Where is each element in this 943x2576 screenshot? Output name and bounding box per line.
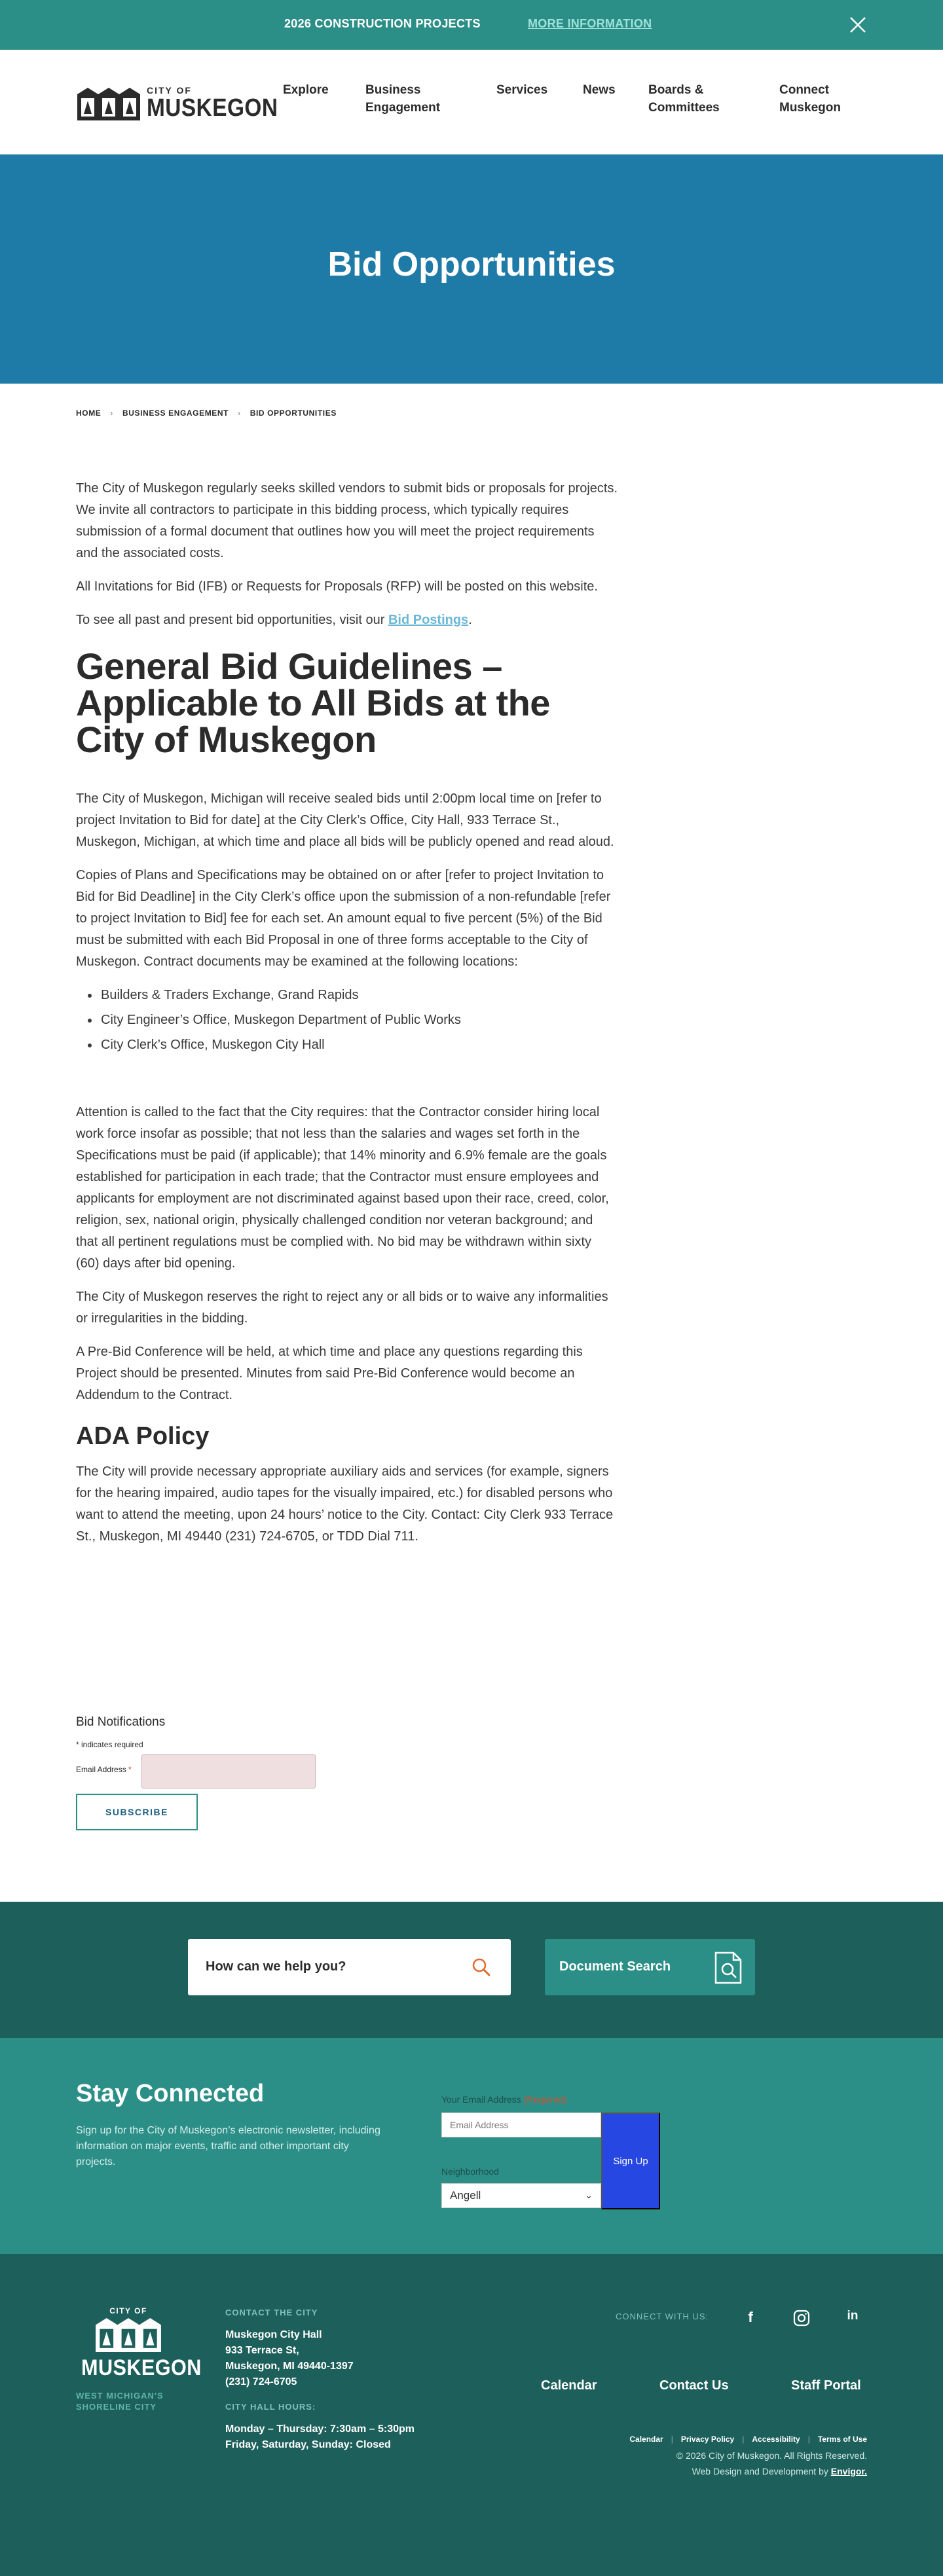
guideline-paragraph: A Pre-Bid Conference will be held, at which time and place any questions regarding this Project should be presented. Minutes from said Pre-Bid Conference would become an Addendum to the Contract. [76, 1345, 583, 1402]
document-search-label: Document Search [559, 1959, 671, 1974]
neighborhood-label: Neighborhood [441, 2166, 499, 2177]
nav-news[interactable]: News [583, 83, 616, 97]
connect-with-us-label: CONNECT WITH US: [616, 2312, 709, 2321]
link-separator: | [671, 2435, 673, 2444]
city-hall-hours: Monday – Thursday: 7:30am – 5:30pm Friday, Saturday, Sunday: Closed [225, 2423, 415, 2450]
required-note: * indicates required [76, 1740, 143, 1749]
logo-small-text: CITY OF [147, 85, 192, 96]
page-hero [0, 154, 943, 384]
intro-paragraph: The City of Muskegon regularly seeks skilled vendors to submit bids or proposals for projects. We invite all contractors to participate in this bidding process, which typically requires submission of a formal document that outlines how you will meet the project requirements and the associated costs. [76, 481, 618, 560]
footer-logo-small: CITY OF [109, 2306, 147, 2315]
hours-heading: CITY HALL HOURS: [225, 2402, 316, 2412]
link-separator: | [807, 2435, 810, 2444]
site-header [0, 50, 943, 154]
alert-title: 2026 CONSTRUCTION PROJECTS [284, 17, 481, 30]
search-band [0, 1902, 943, 2038]
privacy-policy-link[interactable]: Privacy Policy [680, 2435, 735, 2444]
muskegon-logo-icon [94, 2318, 162, 2352]
instagram-icon[interactable] [791, 2309, 812, 2330]
guideline-paragraph: Attention is called to the fact that the City requires: that the Contractor consider hiring local work force insofar as possible; that not less than the salaries and wages set forth in the Specifications must be paid (if applicable); that 14% minority and 6.9% female are the goals established for participation in each trade; that the Contractor must ensure employees and applicants for employment are not discriminated against based upon their race, creed, color, religion, sex, national origin, physically challenged condition nor veteran background; and that all pertinent regulations must be complied with. No bid may be withdrawn within sixty (60) days after bid opening. [76, 1105, 609, 1271]
guideline-paragraph: Copies of Plans and Specifications may be obtained on or after [refer to project Invitation to Bid for Bid Deadline] in the City Clerk’s office upon the submission of a non-refundable [refer to project Invitation to Bid] fee for each set. An amount equal to five percent (5%) of the Bid must be submitted with each Bid Proposal in one of three forms acceptable to the City of Muskegon. Contract documents may be examined at the following locations: [76, 868, 611, 969]
site-logo[interactable] [77, 81, 278, 127]
stay-connected-description: Sign up for the City of Muskegon’s electronic newsletter, including information on major events, traffic and other important city projects. [76, 2125, 380, 2168]
document-search-button[interactable] [545, 1939, 755, 1995]
accessibility-link[interactable]: Accessibility [752, 2435, 800, 2444]
search-placeholder: How can we help you? [206, 1959, 346, 1974]
search-icon[interactable] [472, 1957, 491, 1977]
locations-list [100, 985, 618, 1056]
breadcrumb-current: BID OPPORTUNITIES [250, 408, 337, 418]
breadcrumb-separator-icon: › [238, 408, 241, 418]
list-item: • City Engineer’s Office, Muskegon Department of Public Works [100, 1009, 618, 1031]
nav-services[interactable]: Services [496, 83, 548, 97]
breadcrumb [76, 408, 337, 418]
design-credit: Web Design and Development by Envigor. [692, 2466, 867, 2476]
contact-address: Muskegon City Hall 933 Terrace St, Muskegon, MI 49440-1397 (231) 724-6705 [225, 2329, 354, 2387]
terms-of-use-link[interactable]: Terms of Use [817, 2435, 867, 2444]
breadcrumb-home[interactable]: HOME [76, 408, 102, 418]
site-footer [0, 2254, 943, 2576]
intro-paragraph [76, 609, 618, 631]
stay-connected-title: Stay Connected [76, 2080, 265, 2107]
more-information-link[interactable]: MORE INFORMATION [528, 17, 652, 30]
newsletter-signup-button[interactable]: Sign Up [601, 2113, 660, 2209]
main-content [76, 478, 618, 1559]
footer-logo-big: MUSKEGON [81, 2355, 202, 2380]
site-search-input[interactable] [188, 1939, 511, 1995]
footer-staff-portal-link[interactable]: Staff Portal [791, 2378, 861, 2393]
footer-logo[interactable] [76, 2306, 202, 2381]
signup-title: Bid Notifications [76, 1715, 166, 1729]
email-field[interactable] [141, 1754, 316, 1788]
muskegon-logo-icon [77, 88, 140, 120]
ada-policy-heading: ADA Policy [76, 1423, 210, 1450]
chevron-down-icon: ⌄ [585, 2190, 593, 2200]
envigor-link[interactable]: Envigor. [830, 2466, 867, 2476]
footer-tagline: WEST MICHIGAN'S SHORELINE CITY [76, 2391, 164, 2412]
bid-notifications-form [76, 1715, 403, 1817]
facebook-icon[interactable]: f [748, 2309, 753, 2325]
newsletter-email-input[interactable] [441, 2113, 601, 2137]
list-item: • Builders & Traders Exchange, Grand Rapids [100, 985, 618, 1006]
newsletter-email-label: Your Email Address (Required) [441, 2094, 567, 2105]
breadcrumb-business-engagement[interactable]: BUSINESS ENGAGEMENT [122, 408, 229, 418]
intro-text-end: . [468, 613, 472, 627]
list-item: • City Clerk’s Office, Muskegon City Hall [100, 1034, 618, 1056]
linkedin-icon[interactable]: in [847, 2309, 859, 2323]
footer-contact-us-link[interactable]: Contact Us [659, 2378, 729, 2393]
link-separator: | [742, 2435, 745, 2444]
instagram-glyph-icon [792, 2309, 811, 2327]
intro-paragraph: All Invitations for Bid (IFB) or Requests for Proposals (RFP) will be posted on this website. [76, 579, 598, 594]
contact-heading: CONTACT THE CITY [225, 2308, 318, 2317]
breadcrumb-separator-icon: › [110, 408, 114, 418]
nav-boards-committees[interactable]: Boards & Committees [648, 83, 720, 115]
email-label: Email Address * [76, 1765, 132, 1774]
footer-legal-links [629, 2435, 867, 2444]
nav-business-engagement[interactable]: Business Engagement [365, 83, 441, 115]
stay-connected-section [0, 2038, 943, 2254]
ada-paragraph: The City will provide necessary appropriate auxiliary aids and services (for example, signers for the hearing impaired, audio tapes for the visually impaired, etc.) for disabled persons who want to attend the meeting, upon 24 hours’ notice to the City. Contact: City Clerk 933 Terrace St., Muskegon, MI 49440 (231) 724-6705, or TDD Dial 711. [76, 1464, 614, 1544]
page-title: Bid Opportunities [327, 245, 616, 283]
subscribe-button[interactable]: SUBSCRIBE [76, 1794, 198, 1830]
copyright: © 2026 City of Muskegon. All Rights Reserved. [676, 2450, 867, 2461]
bid-postings-link[interactable]: Bid Postings [388, 613, 469, 627]
footer-calendar-link[interactable]: Calendar [541, 2378, 597, 2393]
neighborhood-value: Angell [450, 2189, 481, 2202]
intro-text: To see all past and present bid opportunities, visit our [76, 613, 388, 627]
guideline-paragraph: The City of Muskegon reserves the right to reject any or all bids or to waive any informalities or irregularities in the bidding. [76, 1290, 608, 1326]
nav-connect-muskegon[interactable]: Connect Muskegon [779, 83, 841, 115]
legal-calendar-link[interactable]: Calendar [629, 2435, 663, 2444]
neighborhood-select[interactable] [441, 2183, 601, 2208]
guideline-paragraph: The City of Muskegon, Michigan will receive sealed bids until 2:00pm local time on [refer to project Invitation to Bid for date] at the City Clerk’s Office, City Hall, 933 Terrace St., Muskegon, Michigan, at which time and place all bids will be publicly opened and read aloud. [76, 791, 614, 849]
alert-bar [0, 0, 943, 50]
nav-explore[interactable]: Explore [283, 83, 329, 97]
general-guidelines-heading: General Bid Guidelines – Applicable to All Bids at the City of Muskegon [76, 645, 550, 760]
close-icon[interactable] [847, 14, 868, 35]
document-search-icon [714, 1951, 743, 1985]
logo-big-text: MUSKEGON [147, 94, 278, 122]
